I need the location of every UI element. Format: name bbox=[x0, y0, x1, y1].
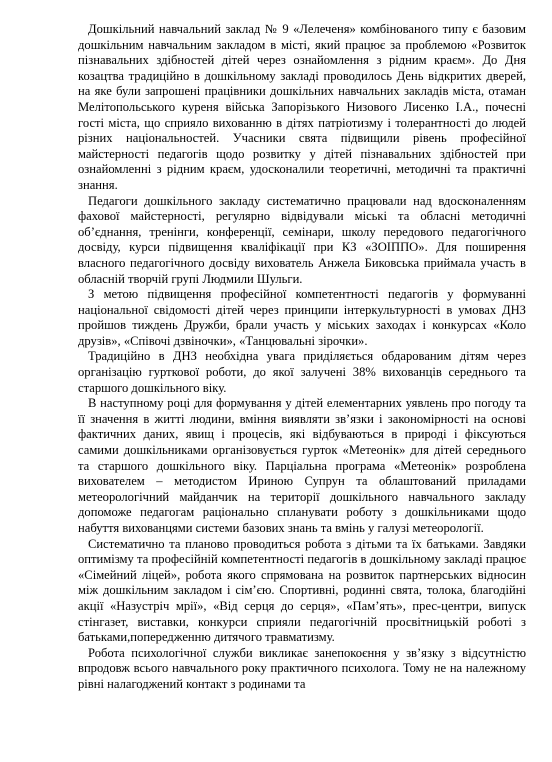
paragraph-ddz-intro: Дошкільний навчальний заклад № 9 «Лелеченя» комбінованого типу є базовим дошкільним навчальним закладом в місті, який працює за проблемою «Розвиток пізнавальних здібностей дітей через ознайомлення з рідним краєм». До Дня козацтва традиційно в дошкільному закладі проводилось День відкритих дверей, на яке були запрошені працівники дошкільних навчальних закладів міста, отаман Мелітопольського куреня війська Запорізького Низового Лисенко І.А., почесні гості міста, що сприяло вихованню в дітях патріотизму і толерантності до людей різних національностей. Учасники свята підвищили рівень професійної майстерності педагогів щодо розвитку у дітей пізнавальних здібностей при ознайомленні з рідним краєм, удосконалили теоретичні, методичні та практичні знання. bbox=[78, 22, 526, 192]
paragraph-meteonik-club: В наступному році для формування у дітей елементарних уявлень про погоду та її значення в житті людини, вміння виявляти зв’язки і закономірності на основі фактичних даних, явищ і процесів, які відбуваються в природі і фіксуються самими дошкільниками організовується гурток «Метеонік» для дітей середнього та старшого дошкільного віку. Парціальна програма «Метеонік» розроблена вихователем – методистом Ириною Супрун та облаштований приладами метеорологічний майданчик на території дошкільного навчального закладу допоможе педагогам раціонально спланувати роботу з дошкільниками щодо набуття вихованцями системи базових знань та вмінь у галузі метеорології. bbox=[78, 396, 526, 535]
paragraph-psychological-service: Робота психологічної служби викликає занепокоєння у зв’язку з відсутністю впродовж всього навчального року практичного психолога. Тому не на належному рівні налагоджений контакт з родинами та bbox=[78, 645, 526, 691]
paragraph-teachers-development: Педагоги дошкільного закладу систематично працювали над вдосконаленням фахової майстерності, регулярно відвідували міські та обласні методичні об’єднання, тренінги, конференції, семінари, школу передового педагогічного досвіду, курси підвищення кваліфікації при КЗ «ЗОІППО». Для поширення власного педагогічного досвіду вихователь Анжела Биковська приймала участь в обласній творчій групі Людмили Шульги. bbox=[78, 193, 526, 286]
paragraph-gifted-children: Традиційно в ДНЗ необхідна увага приділяється обдарованим дітям через організацію гурткової роботи, до якої залучені 38% вихованців середнього та старшого дошкільного віку. bbox=[78, 349, 526, 395]
paragraph-professional-competence: З метою підвищення професійної компетентності педагогів у формуванні національної свідомості дітей через принципи інтеркультурності в умовах ДНЗ пройшов тиждень Дружби, брали участь у міських заходах і конкурсах «Коло друзів», «Співочі дзвіночки», «Танцювальні зірочки». bbox=[78, 287, 526, 348]
document-page bbox=[78, 22, 526, 693]
paragraph-work-with-parents: Систематично та планово проводиться робота з дітьми та їх батьками. Завдяки оптимізму та професійній компетентності педагогів в дошкільному закладі працює «Сімейний ліцей», робота якого спрямована на розвиток партнерських відносин між дошкільним закладом і сім’єю. Спортивні, родинні свята, толока, благодійні акції «Назустріч мрії», «Від серця до серця», «Пам’ять», прес-центри, випуск стінгазет, виставки, конкурси сприяли педагогічній просвітницькій роботі з батьками,попередженню дитячого травматизму. bbox=[78, 536, 526, 645]
